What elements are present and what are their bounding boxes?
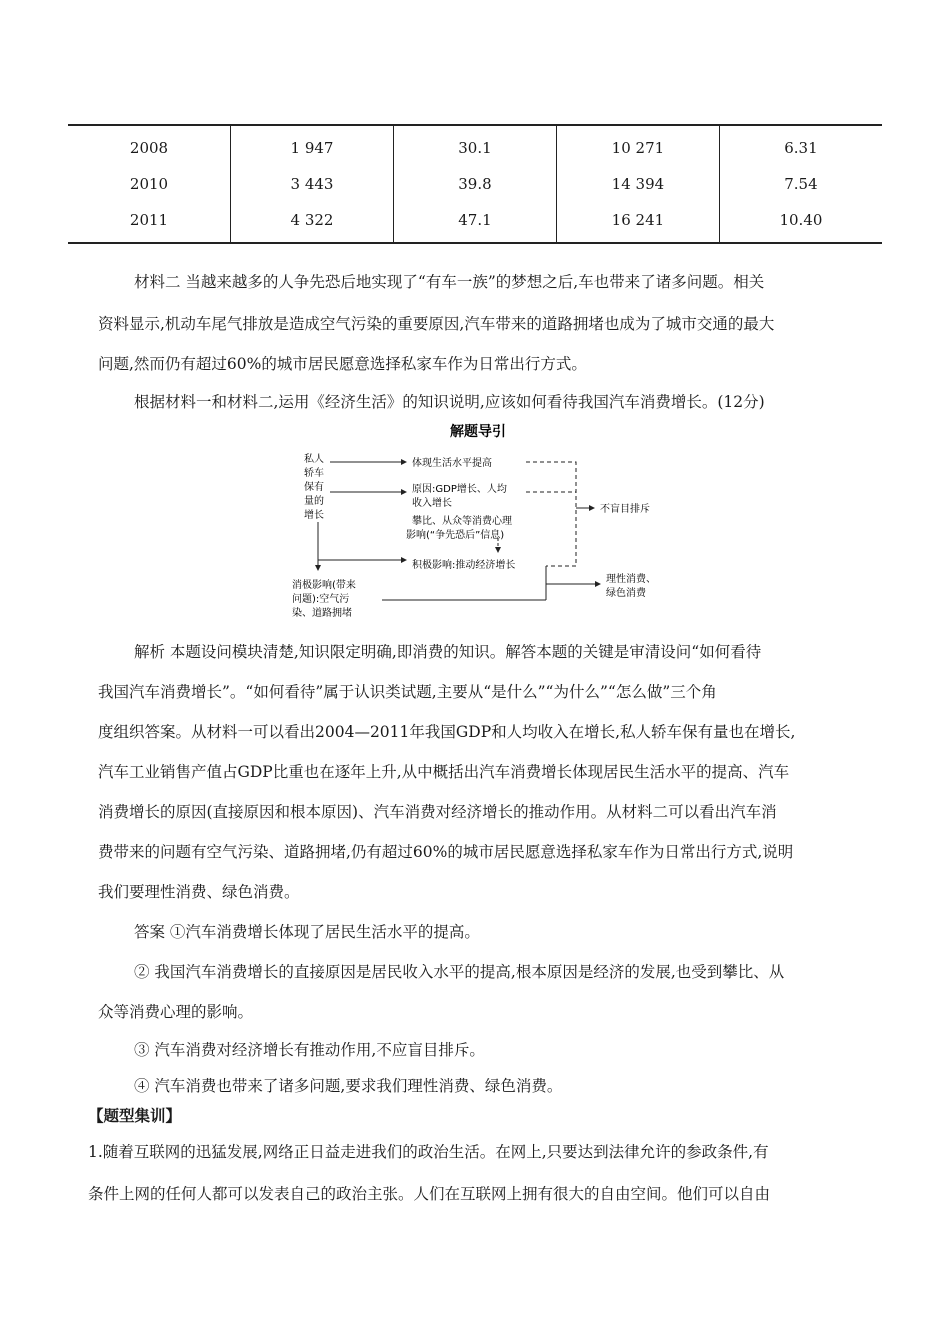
svg-text:私人: 私人	[304, 454, 324, 465]
answer-line2b: 众等消费心理的影响。	[98, 1003, 254, 1021]
data-table	[68, 124, 882, 244]
analysis-line6: 费带来的问题有空气污染、道路拥堵,仍有超过60%的城市居民愿意选择私家车作为日常出行方式,说明	[98, 843, 794, 861]
analysis-line2: 我国汽车消费增长”。“如何看待”属于认识类试题,主要从“是什么”“为什么”“怎么做”三个角	[98, 683, 717, 701]
diagram-right2b: 绿色消费	[606, 588, 646, 599]
solution-guide-diagram	[288, 420, 668, 620]
analysis-line5: 消费增长的原因(直接原因和根本原因)、汽车消费对经济增长的推动作用。从材料二可以看出汽车消	[98, 803, 777, 821]
table-cell: 10 271	[556, 125, 719, 166]
section-tag: 【题型集训】	[88, 1106, 182, 1125]
table-cell: 6.31	[719, 125, 882, 166]
table-row	[68, 125, 882, 166]
table-cell: 3 443	[231, 166, 394, 202]
table-cell: 1 947	[231, 125, 394, 166]
diagram-box4: 积极影响:推动经济增长	[412, 560, 516, 571]
analysis-line4: 汽车工业销售产值占GDP比重也在逐年上升,从中概括出汽车消费增长体现居民生活水平的提高、汽车	[98, 763, 790, 781]
table-cell: 2010	[129, 175, 169, 193]
diagram-right2a: 理性消费、	[606, 574, 656, 585]
diagram-box2a: 原因:GDP增长、人均	[412, 484, 507, 495]
table-cell: 2008	[129, 139, 169, 157]
table-cell: 14 394	[556, 166, 719, 202]
diagram-neg-b: 问题):空气污	[292, 594, 350, 605]
diagram-title: 解题导引	[450, 424, 506, 440]
diagram-box1: 体现生活水平提高	[412, 458, 492, 469]
svg-text:轿车: 轿车	[304, 468, 324, 479]
table-row	[68, 166, 882, 202]
answer-line4: ④ 汽车消费也带来了诸多问题,要求我们理性消费、绿色消费。	[134, 1077, 563, 1095]
table-cell: 47.1	[393, 202, 556, 243]
svg-text:量的: 量的	[304, 496, 324, 507]
diagram-box3b: 影响(“争先恐后”信息)	[406, 530, 505, 541]
answer-line2a: ② 我国汽车消费增长的直接原因是居民收入水平的提高,根本原因是经济的发展,也受到攀比、从	[134, 963, 785, 981]
diagram-neg-c: 染、道路拥堵	[292, 608, 352, 619]
analysis-line1: 解析 本题设问模块清楚,知识限定明确,即消费的知识。解答本题的关键是审清设问“如何看待	[134, 643, 762, 661]
table-cell: 39.8	[393, 166, 556, 202]
table-cell: 10.40	[719, 202, 882, 243]
table-cell: 4 322	[231, 202, 394, 243]
analysis-line7: 我们要理性消费、绿色消费。	[98, 883, 300, 901]
question1-line2: 条件上网的任何人都可以发表自己的政治主张。人们在互联网上拥有很大的自由空间。他们可以自由	[88, 1185, 771, 1203]
answer-line1: 答案 ①汽车消费增长体现了居民生活水平的提高。	[134, 923, 480, 941]
table-row	[68, 202, 882, 243]
analysis-line3: 度组织答案。从材料一可以看出2004—2011年我国GDP和人均收入在增长,私人轿车保有量也在增长,	[98, 723, 796, 741]
table-cell: 16 241	[556, 202, 719, 243]
svg-text:增长: 增长	[304, 510, 324, 521]
question-text: 根据材料一和材料二,运用《经济生活》的知识说明,应该如何看待我国汽车消费增长。(12分)	[134, 393, 765, 411]
diagram-box2b: 收入增长	[412, 498, 452, 509]
material2-line3: 问题,然而仍有超过60%的城市居民愿意选择私家车作为日常出行方式。	[98, 355, 587, 373]
svg-text:保有: 保有	[304, 482, 324, 493]
table-cell: 30.1	[393, 125, 556, 166]
question1-line1: 1.随着互联网的迅猛发展,网络正日益走进我们的政治生活。在网上,只要达到法律允许的参政条件,有	[88, 1143, 769, 1161]
diagram-box3a: 攀比、从众等消费心理	[412, 516, 512, 527]
material2-line1: 材料二 当越来越多的人争先恐后地实现了“有车一族”的梦想之后,车也带来了诸多问题。相关	[134, 273, 765, 291]
answer-line3: ③ 汽车消费对经济增长有推动作用,不应盲目排斥。	[134, 1041, 485, 1059]
table-cell: 7.54	[719, 166, 882, 202]
table-cell: 2011	[129, 211, 169, 229]
diagram-left-label	[304, 452, 324, 521]
diagram-neg-a: 消极影响(带来	[292, 580, 356, 591]
material2-line2: 资料显示,机动车尾气排放是造成空气污染的重要原因,汽车带来的道路拥堵也成为了城市交通的最大	[98, 315, 775, 333]
diagram-right1: 不盲目排斥	[600, 504, 650, 515]
